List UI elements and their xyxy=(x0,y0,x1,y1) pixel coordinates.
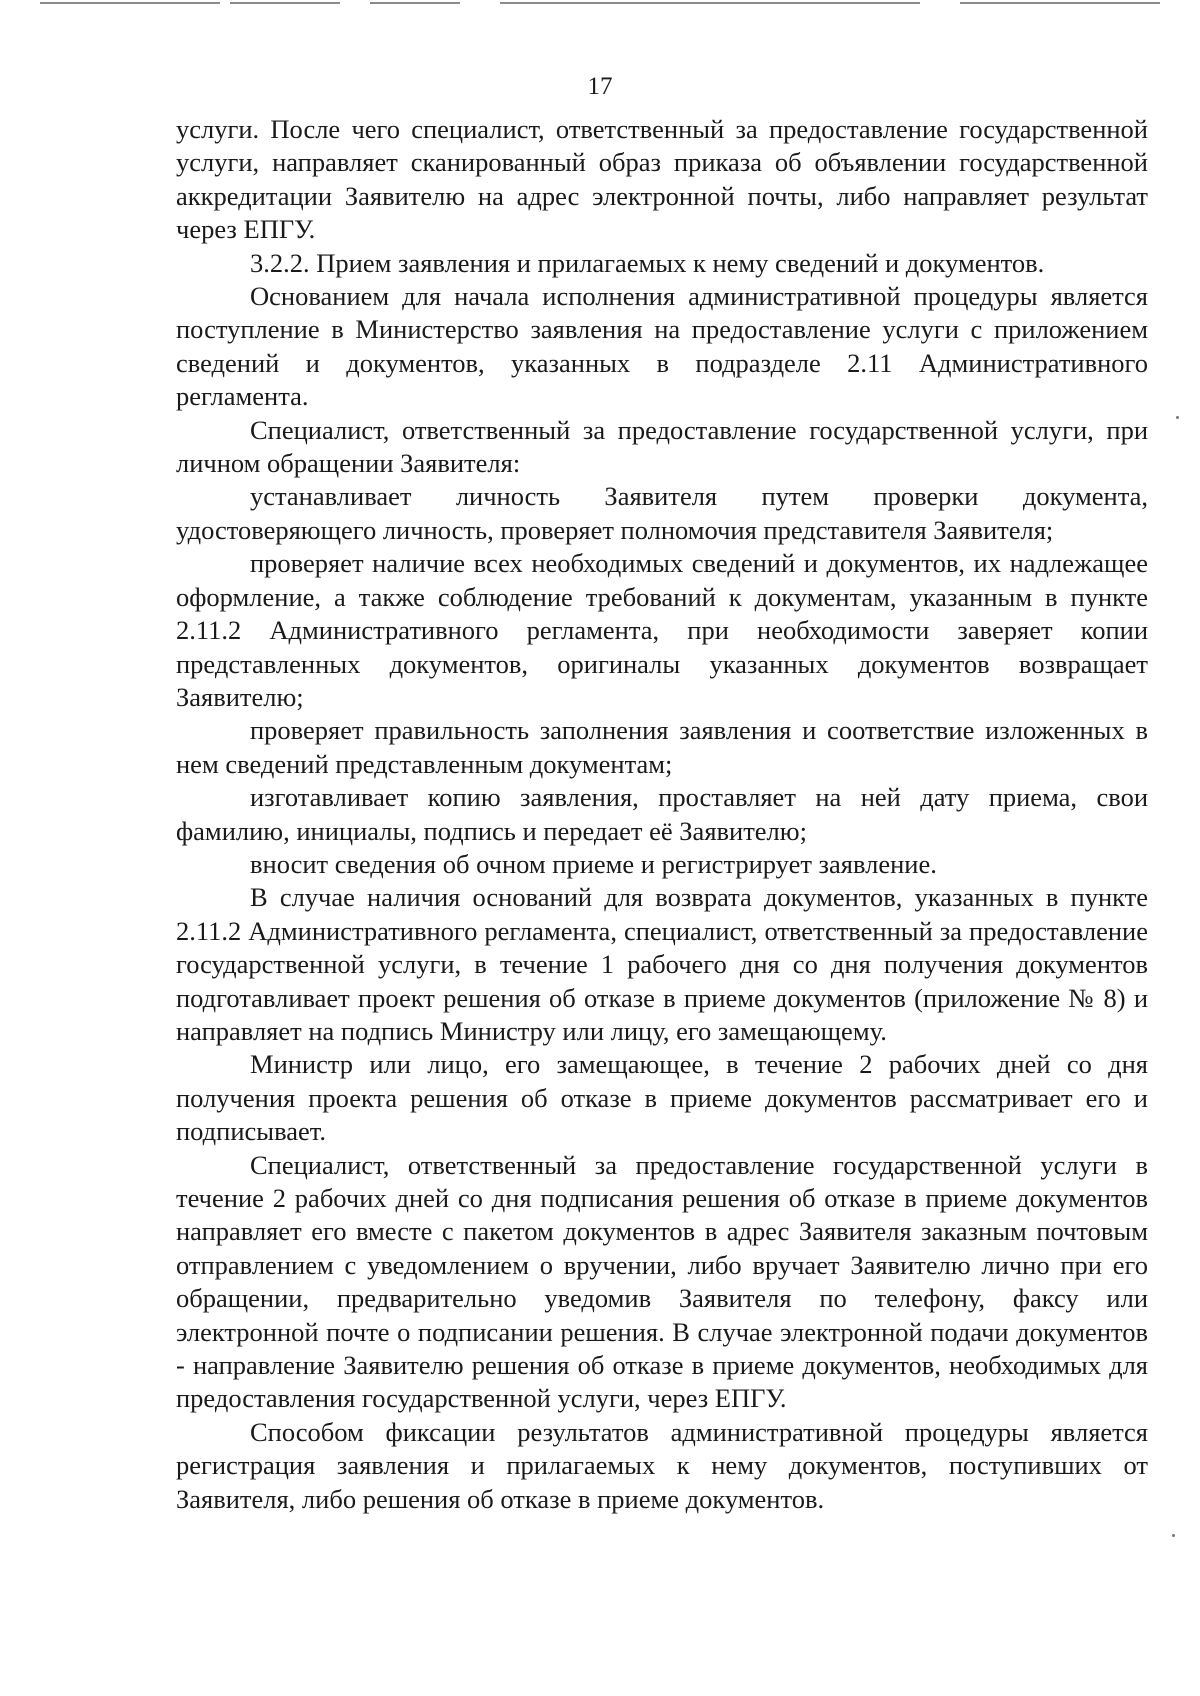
scan-edge-line xyxy=(40,2,220,4)
scan-edge-line xyxy=(370,2,460,4)
list-item: проверяет правильность заполнения заявления и соответствие изложенных в нем сведений представленным документам; xyxy=(176,715,1148,779)
page-number: 17 xyxy=(587,73,613,100)
scan-edge-line xyxy=(230,2,340,4)
scan-edge-line xyxy=(500,2,920,4)
paragraph: В случае наличия оснований для возврата документов, указанных в пункте 2.11.2 Административного регламента, специалист, ответственный за предоставление государственной услуги, в течение 1 рабочего дня со дня получения документов подготавливает проект решения об отказе в приеме документов (приложение № 8) и направляет на подпись Министру или лицу, его замещающему. xyxy=(176,882,1148,1046)
paragraph: Специалист, ответственный за предоставление государственной услуги в течение 2 рабочих дней со дня подписания решения об отказе в приеме документов направляет его вместе с пакетом документов в адрес Заявителя заказным почтовым отправлением с уведомлением о вручении, либо вручает Заявителю лично при его обращении, предварительно уведомив Заявителя по телефону, факсу или электронной почте о подписании решения. В случае электронной подачи документов - направление Заявителю решения об отказе в приеме документов, необходимых для предоставления государственной услуги, через ЕПГУ. xyxy=(176,1149,1148,1414)
section-heading: 3.2.2. Прием заявления и прилагаемых к нему сведений и документов. xyxy=(250,247,1045,278)
list-item: устанавливает личность Заявителя путем проверки документа, удостоверяющего личность, проверяет полномочия представителя Заявителя; xyxy=(176,481,1148,545)
paragraph: Основанием для начала исполнения административной процедуры является поступление в Министерство заявления на предоставление услуги с приложением сведений и документов, указанных в подразделе 2.11 Административного регламента. xyxy=(176,281,1148,412)
document-body xyxy=(176,113,1148,1516)
scan-speck xyxy=(1172,1534,1175,1537)
list-item: изготавливает копию заявления, проставляет на ней дату приема, свои фамилию, инициалы, подпись и передает её Заявителю; xyxy=(176,782,1148,846)
list-item: проверяет наличие всех необходимых сведений и документов, их надлежащее оформление, а также соблюдение требований к документам, указанным в пункте 2.11.2 Административного регламента, при необходимости заверяет копии представленных документов, оригиналы указанных документов возвращает Заявителю; xyxy=(176,548,1148,712)
paragraph: Способом фиксации результатов административной процедуры является регистрация заявления и прилагаемых к нему документов, поступивших от Заявителя, либо решения об отказе в приеме документов. xyxy=(176,1416,1148,1514)
paragraph: Специалист, ответственный за предоставление государственной услуги, при личном обращении Заявителя: xyxy=(176,414,1148,479)
scan-edge-line xyxy=(960,2,1160,4)
paragraph: Министр или лицо, его замещающее, в течение 2 рабочих дней со дня получения проекта решения об отказе в приеме документов рассматривает его и подписывает. xyxy=(176,1049,1148,1147)
scan-speck xyxy=(1176,416,1179,419)
paragraph: услуги. После чего специалист, ответственный за предоставление государственной услуги, направляет сканированный образ приказа об объявлении государственной аккредитации Заявителю на адрес электронной почты, либо направляет результат через ЕПГУ. xyxy=(176,114,1148,245)
list-item: вносит сведения об очном приеме и регистрирует заявление. xyxy=(250,848,937,879)
